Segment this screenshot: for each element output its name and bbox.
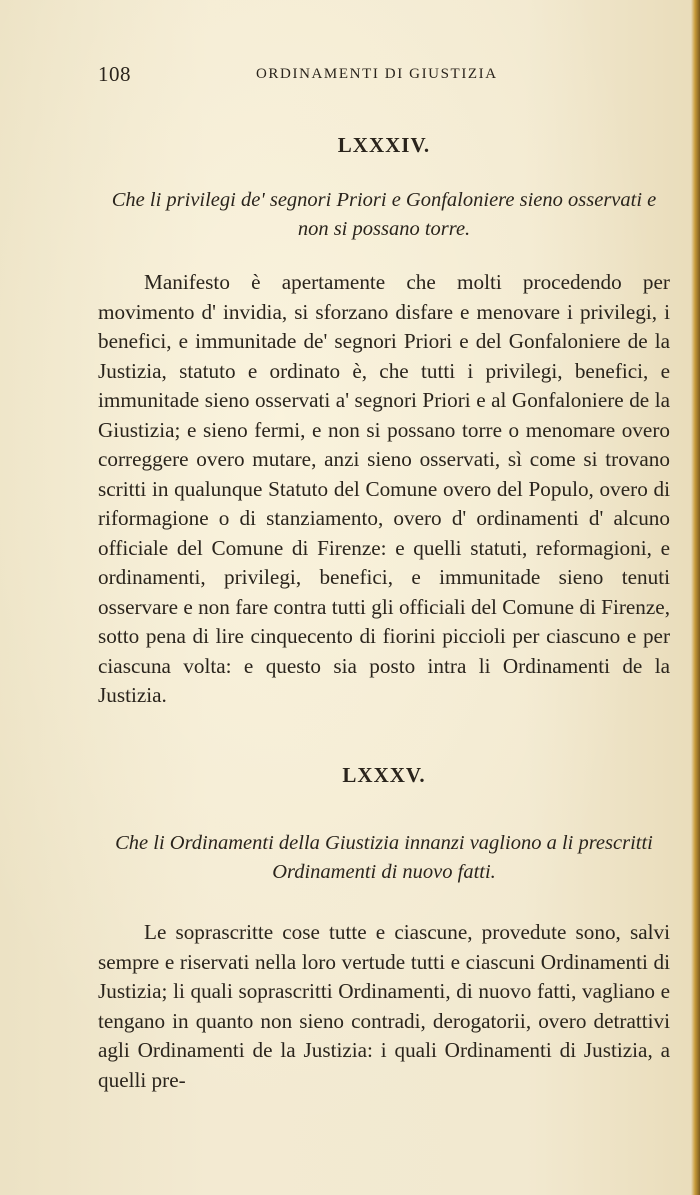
page-number: 108: [98, 62, 131, 86]
running-header: [98, 62, 668, 92]
page-edge-shadow: [691, 0, 700, 1195]
chapter-title: Che li privilegi de' segnori Priori e Gonfaloniere sieno osservati e non si possano torre.: [111, 189, 657, 240]
chapter-body: Manifesto è apertamente che molti procedendo per movimento d' invidia, si sforzano disfare e menovare i privilegi, i benefici, e immunitade de' segnori Priori e del Gonfaloniere de la Justizia, statuto e ordinato è, che tutti i privilegi, benefici, e immunitade sieno osservati a' segnori Priori e al Gonfaloniere de la Giustizia; e sieno fermi, e non si possano torre o menomare overo correggere overo mutare, anzi sieno osservati, sì come si trovano scritti in qualunque Statuto del Comune overo del Populo, overo di riformagione o di stanziamento, overo d' ordinamenti d' alcuno officiale del Comune di Firenze: e quelli statuti, reformagioni, e ordinamenti, privilegi, benefici, e immunitade sieno tenuti osservare e non fare contra tutti gli officiali del Comune di Firenze, sotto pena di lire cinquecento di fiorini piccioli per ciascuno e per ciascuna volta: e questo sia posto intra li Ordinamenti de la Justizia.: [98, 270, 670, 707]
chapter-heading: LXXXIV.: [337, 133, 431, 157]
running-title: ORDINAMENTI DI GIUSTIZIA: [256, 66, 498, 82]
chapter-title: Che li Ordinamenti della Giustizia innanzi vagliono a li prescritti Ordinamenti di nuovo fatti.: [115, 832, 653, 883]
chapter-heading: LXXXV.: [342, 763, 426, 787]
chapter-body: Le soprascritte cose tutte e ciascune, provedute sono, salvi sempre e riservati nella loro vertude tutti e ciascuni Ordinamenti di Justizia; li quali soprascritti Ordinamenti, di nuovo fatti, vagliano e tengano in quanto non sieno contradi, derogatorii, overo detrattivi agli Ordinamenti de la Justizia: i quali Ordinamenti di Justizia, a quelli pre-: [98, 920, 670, 1092]
